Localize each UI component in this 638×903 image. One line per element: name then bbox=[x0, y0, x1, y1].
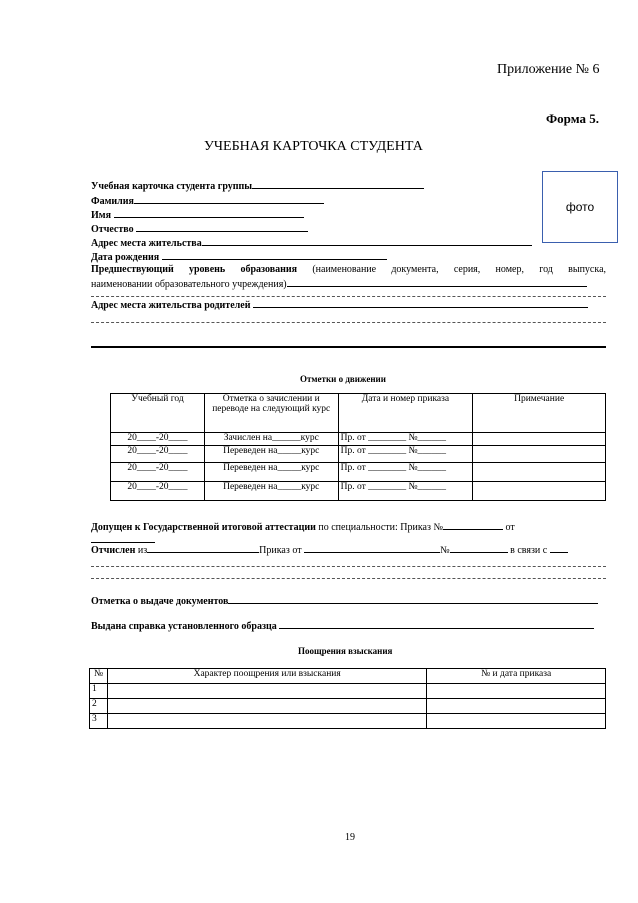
rewards-desc-cell[interactable] bbox=[107, 714, 426, 729]
rewards-order-cell[interactable] bbox=[427, 699, 606, 714]
field-address-label: Адрес места жительства bbox=[91, 238, 202, 249]
movement-note-cell[interactable] bbox=[473, 463, 606, 482]
field-parents-address-label: Адрес места жительства родителей bbox=[91, 300, 251, 311]
attestation-from-label: от bbox=[505, 522, 515, 533]
field-group-label: Учебная карточка студента группы bbox=[91, 181, 253, 192]
page-title: УЧЕБНАЯ КАРТОЧКА СТУДЕНТА bbox=[204, 139, 423, 154]
movement-order-cell[interactable]: Пр. от ________ №______ bbox=[338, 463, 473, 482]
table-row bbox=[111, 446, 606, 463]
movement-mark-cell[interactable]: Переведен на_____курс bbox=[204, 463, 338, 482]
page-number: 19 bbox=[345, 832, 355, 843]
movement-note-cell[interactable] bbox=[473, 433, 606, 446]
blank-line bbox=[91, 578, 606, 579]
appendix-label: Приложение № 6 bbox=[497, 62, 600, 77]
rewards-order-cell[interactable] bbox=[427, 714, 606, 729]
expelled-order-label: Приказ от bbox=[259, 545, 302, 556]
movement-title: Отметки о движении bbox=[300, 374, 386, 384]
movement-order-cell[interactable]: Пр. от ________ №______ bbox=[338, 433, 473, 446]
movement-header-order: Дата и номер приказа bbox=[338, 394, 473, 433]
attestation-line[interactable] bbox=[91, 520, 515, 533]
rewards-header-number: № bbox=[90, 669, 108, 684]
blank-line bbox=[91, 566, 606, 567]
field-prev-education-line2[interactable] bbox=[91, 277, 587, 290]
attestation-label: Допущен к Государственной итоговой аттестации bbox=[91, 522, 316, 533]
field-prev-education-note: (наименование документа, серия, номер, год выпуска, bbox=[312, 264, 607, 275]
movement-mark-cell[interactable]: Зачислен на______курс bbox=[204, 433, 338, 446]
movement-note-cell[interactable] bbox=[473, 446, 606, 463]
movement-year-cell[interactable]: 20____-20____ bbox=[111, 482, 205, 501]
rewards-table bbox=[89, 668, 606, 729]
rewards-order-cell[interactable] bbox=[427, 684, 606, 699]
movement-table bbox=[110, 393, 606, 501]
photo-placeholder: фото bbox=[542, 171, 618, 243]
field-birth-date-label: Дата рождения bbox=[91, 252, 160, 263]
documents-label: Отметка о выдаче документов bbox=[91, 596, 229, 607]
movement-year-cell[interactable]: 20____-20____ bbox=[111, 433, 205, 446]
movement-mark-cell[interactable]: Переведен на_____курс bbox=[204, 482, 338, 501]
section-divider bbox=[91, 346, 606, 348]
field-surname[interactable] bbox=[91, 194, 324, 207]
table-row bbox=[90, 714, 606, 729]
rewards-number-cell: 2 bbox=[90, 699, 108, 714]
movement-year-cell[interactable]: 20____-20____ bbox=[111, 446, 205, 463]
certificate-label: Выдана справка установленного образца bbox=[91, 621, 277, 632]
field-birth-date[interactable] bbox=[91, 250, 387, 263]
field-name[interactable] bbox=[91, 208, 304, 221]
movement-header-year: Учебный год bbox=[111, 394, 205, 433]
expelled-line[interactable] bbox=[91, 543, 606, 556]
table-row bbox=[90, 699, 606, 714]
expelled-from-label: из bbox=[137, 545, 148, 556]
documents-line[interactable] bbox=[91, 594, 598, 607]
table-row bbox=[111, 433, 606, 446]
field-prev-education-label: Предшествующий уровень образования bbox=[91, 264, 298, 275]
form-number: Форма 5. bbox=[546, 111, 599, 126]
rewards-desc-cell[interactable] bbox=[107, 684, 426, 699]
movement-mark-cell[interactable]: Переведен на_____курс bbox=[204, 446, 338, 463]
field-surname-label: Фамилия bbox=[91, 196, 134, 207]
table-row bbox=[90, 684, 606, 699]
field-address[interactable] bbox=[91, 236, 532, 249]
field-prev-education-note2: наименовании образовательного учреждения) bbox=[91, 279, 287, 290]
table-row bbox=[111, 463, 606, 482]
rewards-header-order: № и дата приказа bbox=[427, 669, 606, 684]
certificate-line[interactable] bbox=[91, 619, 594, 632]
table-row bbox=[111, 482, 606, 501]
expelled-number-label: № bbox=[440, 545, 450, 556]
expelled-label: Отчислен bbox=[91, 545, 136, 556]
movement-note-cell[interactable] bbox=[473, 482, 606, 501]
field-group[interactable] bbox=[91, 179, 424, 192]
rewards-header-desc: Характер поощрения или взыскания bbox=[107, 669, 426, 684]
blank-line bbox=[91, 322, 606, 323]
movement-header-mark: Отметка о зачислении и переводе на следующий курс bbox=[204, 394, 338, 433]
rewards-title: Поощрения взыскания bbox=[298, 646, 393, 656]
movement-header-note: Примечание bbox=[473, 394, 606, 433]
movement-year-cell[interactable]: 20____-20____ bbox=[111, 463, 205, 482]
rewards-desc-cell[interactable] bbox=[107, 699, 426, 714]
field-prev-education bbox=[91, 264, 606, 275]
field-patronymic[interactable] bbox=[91, 222, 308, 235]
expelled-reason-label: в связи с bbox=[510, 545, 548, 556]
field-patronymic-label: Отчество bbox=[91, 224, 134, 235]
attestation-order-label: по специальности: Приказ № bbox=[318, 522, 443, 533]
blank-line bbox=[91, 296, 606, 297]
movement-order-cell[interactable]: Пр. от ________ №______ bbox=[338, 482, 473, 501]
field-parents-address[interactable] bbox=[91, 298, 588, 311]
rewards-number-cell: 3 bbox=[90, 714, 108, 729]
rewards-number-cell: 1 bbox=[90, 684, 108, 699]
movement-order-cell[interactable]: Пр. от ________ №______ bbox=[338, 446, 473, 463]
field-name-label: Имя bbox=[91, 210, 111, 221]
